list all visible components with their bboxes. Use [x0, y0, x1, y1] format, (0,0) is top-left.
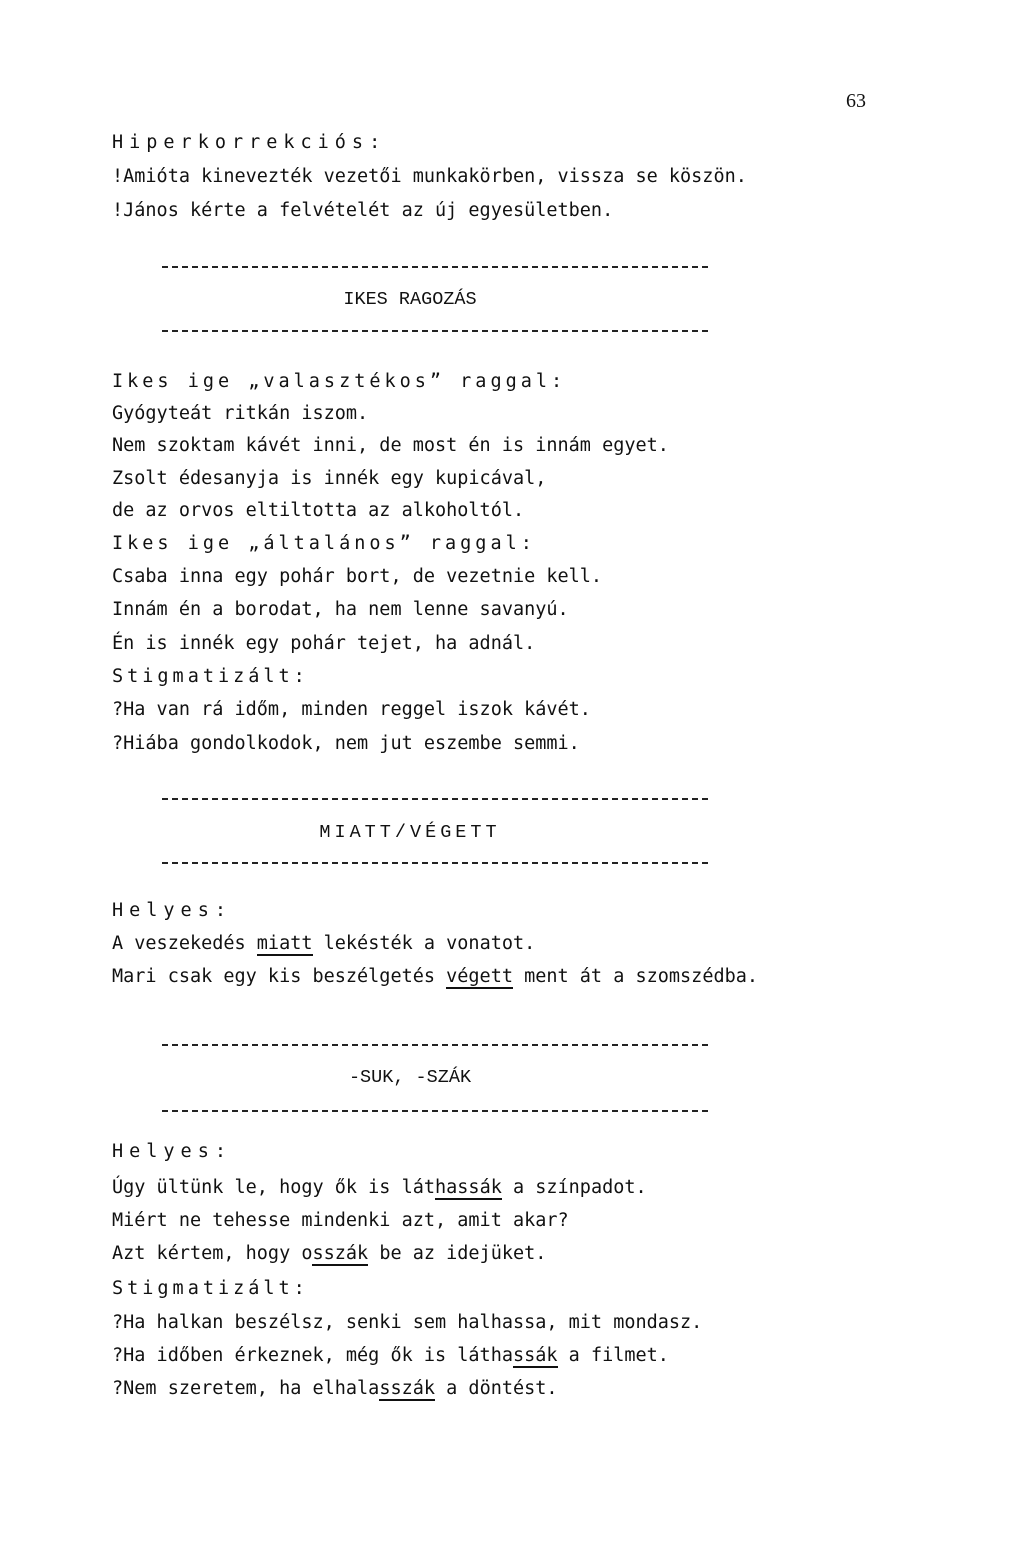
ikes-line: ?Ha van rá időm, minden reggel iszok kávét. [112, 699, 591, 720]
section-title-miatt: MIATT/VÉGETT [319, 822, 501, 843]
suk-heading-1: Helyes: [112, 1141, 232, 1162]
ikes-line: ?Hiába gondolkodok, nem jut eszembe semmi. [112, 733, 580, 754]
ikes-line: Zsolt édesanyja is innék egy kupicával, [112, 468, 547, 489]
suk-line: Miért ne tehesse mindenki azt, amit akar? [112, 1210, 569, 1231]
divider [162, 330, 708, 332]
hyper-line-1: !Amióta kinevezték vezetői munkakörben, vissza se köszön. [112, 166, 747, 187]
miatt-line-2: Mari csak egy kis beszélgetés végett ment át a szomszédba. [112, 966, 759, 987]
ikes-line: Én is innék egy pohár tejet, ha adnál. [112, 633, 536, 654]
suk-line: Úgy ültünk le, hogy ők is láthassák a színpadot. [112, 1177, 647, 1198]
ikes-line: Innám én a borodat, ha nem lenne savanyú. [112, 599, 569, 620]
divider [162, 798, 708, 800]
divider [162, 266, 708, 268]
ikes-heading-2: Ikes ige „általános” raggal: [112, 533, 536, 554]
suk-heading-2: Stigmatizált: [112, 1278, 309, 1299]
ikes-line: Gyógyteát ritkán iszom. [112, 403, 369, 424]
miatt-line-1: A veszekedés miatt lekésték a vonatot. [112, 933, 536, 954]
suk-line: ?Ha időben érkeznek, még ők is láthassák a filmet. [112, 1345, 669, 1366]
ikes-line: de az orvos eltiltotta az alkoholtól. [112, 500, 525, 521]
ikes-heading-1: Ikes ige „valasztékos” raggal: [112, 371, 567, 392]
suk-line: ?Ha halkan beszélsz, senki sem halhassa, mit mondasz. [112, 1312, 703, 1333]
divider [162, 1110, 708, 1112]
divider [162, 1044, 708, 1046]
hyper-line-2: !János kérte a felvételét az új egyesületben. [112, 200, 614, 221]
ikes-heading-3: Stigmatizált: [112, 666, 309, 687]
miatt-heading: Helyes: [112, 900, 232, 921]
suk-line: ?Nem szeretem, ha elhalasszák a döntést. [112, 1378, 558, 1399]
ikes-line: Nem szoktam kávét inni, de most én is innám egyet. [112, 435, 669, 456]
hyper-heading: Hiperkorrekciós: [112, 132, 387, 153]
section-title-ikes: IKES RAGOZÁS [343, 289, 477, 310]
divider [162, 862, 708, 864]
suk-line: Azt kértem, hogy osszák be az idejüket. [112, 1243, 547, 1264]
page-number: 63 [846, 90, 866, 112]
section-title-suk: -SUK, -SZÁK [348, 1067, 472, 1088]
ikes-line: Csaba inna egy pohár bort, de vezetnie kell. [112, 566, 603, 587]
